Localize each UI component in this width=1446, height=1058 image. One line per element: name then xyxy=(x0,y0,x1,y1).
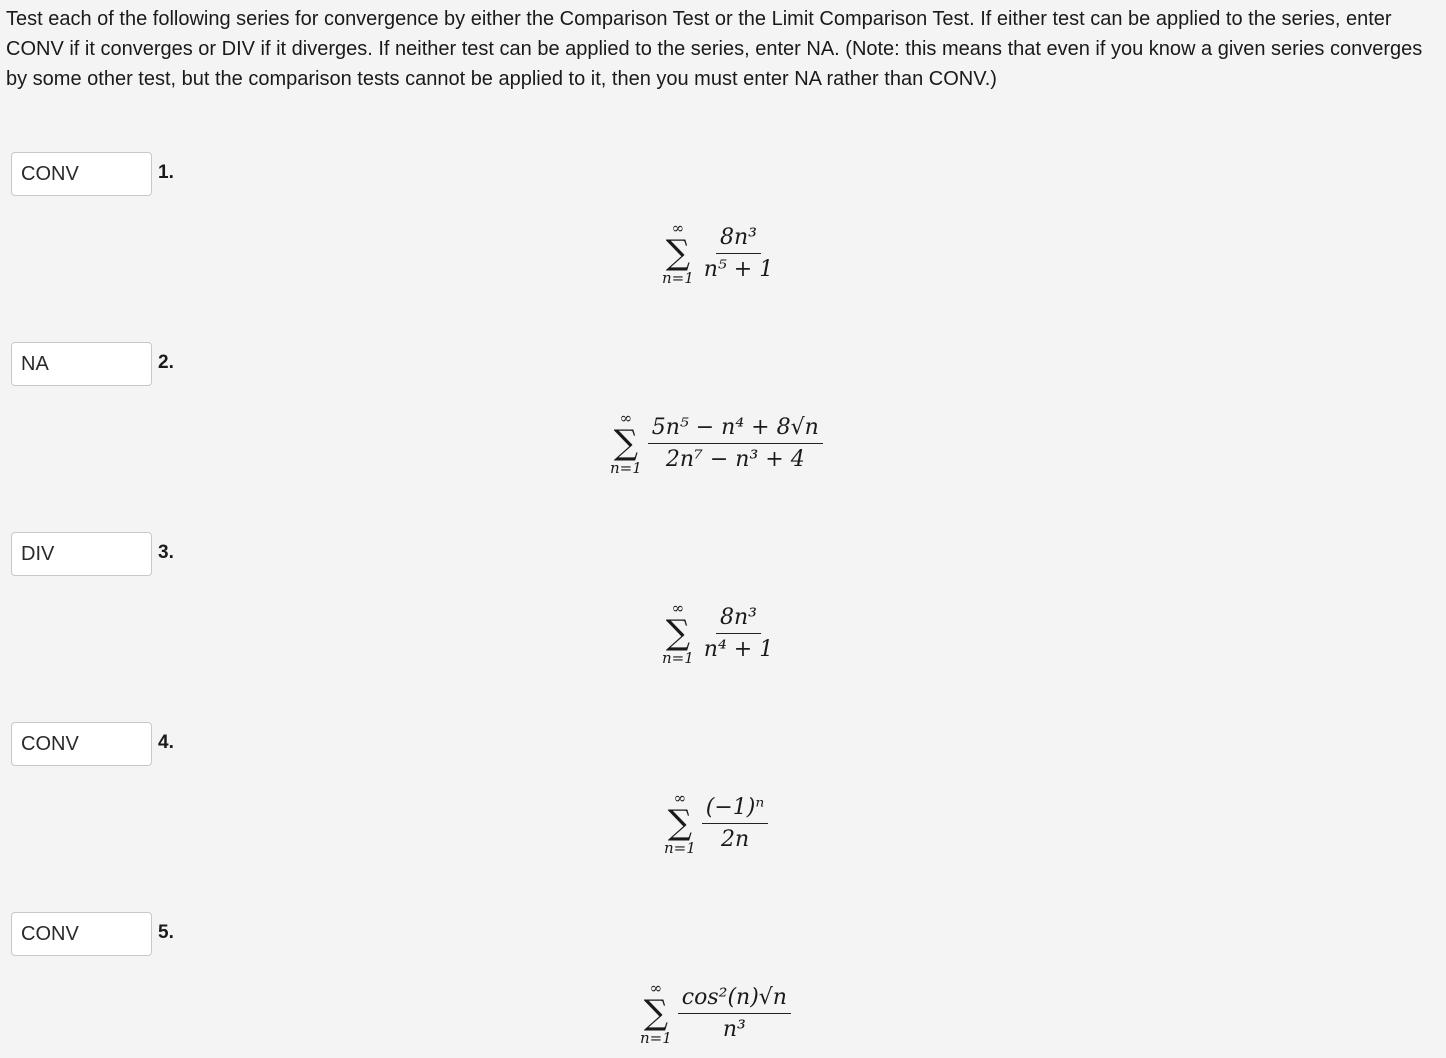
sigma-symbol-2: ∑ xyxy=(613,423,639,463)
fraction-4 xyxy=(702,795,769,852)
sum-lower-limit-3: n=1 xyxy=(662,649,694,667)
summation-4 xyxy=(664,790,696,856)
denominator-2: 2n⁷ − n³ + 4 xyxy=(665,446,805,472)
sum-upper-limit-1: ∞ xyxy=(671,219,685,237)
fraction-2 xyxy=(648,415,823,472)
instructions-text: Test each of the following series for convergence by either the Comparison Test or the Limit Comparison Test. If either test can be applied to the series, enter CONV if it converges or DIV if it diverges. If neither test can be applied to the series, enter NA. (Note: this means that even if you know a given series converges by some other test, but the comparison tests cannot be applied to it, then you must enter NA rather than CONV.) xyxy=(6,8,1423,90)
sum-upper-limit-5: ∞ xyxy=(649,979,663,997)
fraction-5 xyxy=(678,985,791,1042)
summation-5 xyxy=(640,980,672,1046)
answer-input-3[interactable] xyxy=(11,532,152,576)
summation-2 xyxy=(610,410,642,476)
denominator-1: n⁵ + 1 xyxy=(703,256,774,282)
numerator-3: 8n³ xyxy=(716,605,761,634)
series-formula-4 xyxy=(664,790,768,856)
question-number-4: 4. xyxy=(158,732,174,753)
question-number-5: 5. xyxy=(158,922,174,943)
numerator-1: 8n³ xyxy=(716,225,761,254)
question-number-2: 2. xyxy=(158,352,174,373)
numerator-4: (−1)ⁿ xyxy=(702,795,769,824)
denominator-5: n³ xyxy=(722,1016,746,1042)
sigma-symbol-5: ∑ xyxy=(643,993,669,1033)
series-formula-2 xyxy=(610,410,823,476)
answer-input-1[interactable] xyxy=(11,152,152,196)
sigma-symbol-4: ∑ xyxy=(667,803,693,843)
series-formula-5 xyxy=(640,980,791,1046)
answer-input-5[interactable] xyxy=(11,912,152,956)
answer-input-2[interactable] xyxy=(11,342,152,386)
series-formula-3 xyxy=(662,600,777,666)
sum-lower-limit-1: n=1 xyxy=(662,269,694,287)
numerator-2: 5n⁵ − n⁴ + 8√n xyxy=(648,415,823,444)
fraction-3 xyxy=(700,605,777,662)
sigma-symbol-3: ∑ xyxy=(665,613,691,653)
summation-3 xyxy=(662,600,694,666)
sum-lower-limit-2: n=1 xyxy=(610,459,642,477)
summation-1 xyxy=(662,220,694,286)
question-number-1: 1. xyxy=(158,162,174,183)
sum-lower-limit-5: n=1 xyxy=(640,1029,672,1047)
denominator-3: n⁴ + 1 xyxy=(703,636,774,662)
sum-upper-limit-4: ∞ xyxy=(673,789,687,807)
sum-lower-limit-4: n=1 xyxy=(664,839,696,857)
denominator-4: 2n xyxy=(720,826,750,852)
answer-input-4[interactable] xyxy=(11,722,152,766)
fraction-1 xyxy=(700,225,777,282)
sum-upper-limit-2: ∞ xyxy=(619,409,633,427)
sigma-symbol-1: ∑ xyxy=(665,233,691,273)
numerator-5: cos²(n)√n xyxy=(678,985,791,1014)
sum-upper-limit-3: ∞ xyxy=(671,599,685,617)
question-number-3: 3. xyxy=(158,542,174,563)
series-formula-1 xyxy=(662,220,777,286)
